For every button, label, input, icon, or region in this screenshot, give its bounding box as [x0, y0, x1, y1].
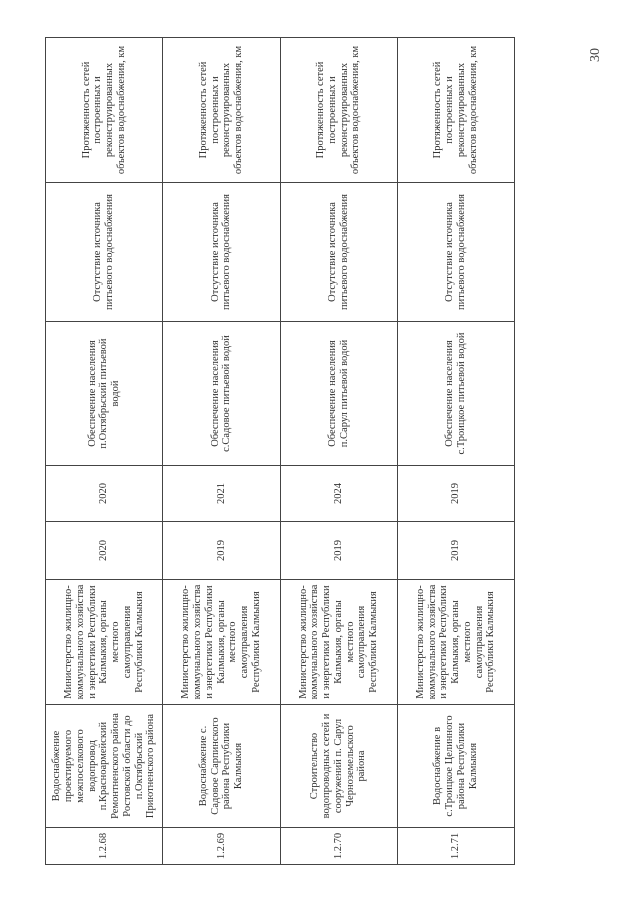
end-year: 2024: [280, 466, 397, 522]
project-reason: Отсутствие источника питьевого водоснабжения: [397, 183, 514, 322]
table-row: [46, 38, 163, 865]
project-goal: Обеспечение населения с.Садовое питьевой водой: [163, 322, 280, 466]
project-reason: Отсутствие источника питьевого водоснабжения: [280, 183, 397, 322]
responsible-executor: Министерство жилищно-коммунального хозяйства и энергетики Республики Калмыкия, органы местного самоуправления Республики Калмыкия: [397, 580, 514, 705]
end-year: 2021: [163, 466, 280, 522]
project-name: Строительство водопроводных сетей и сооружений п. Сарул Черноземельского района: [280, 705, 397, 828]
responsible-executor: Министерство жилищно-коммунального хозяйства и энергетики Республики Калмыкия, органы местного самоуправления Республики Калмыкия: [163, 580, 280, 705]
project-name: Водоснабжение с. Садовое Сарпинского района Республики Калмыкия: [163, 705, 280, 828]
project-reason: Отсутствие источника питьевого водоснабжения: [163, 183, 280, 322]
row-number: 1.2.69: [163, 828, 280, 865]
page-number: 30: [588, 48, 603, 62]
row-number: 1.2.68: [46, 828, 163, 865]
start-year: 2020: [46, 522, 163, 580]
target-indicator: Протяженность сетей построенных и реконструированных объектов водоснабжения, км: [280, 38, 397, 183]
start-year: 2019: [280, 522, 397, 580]
target-indicator: Протяженность сетей построенных и реконструированных объектов водоснабжения, км: [46, 38, 163, 183]
end-year: 2019: [397, 466, 514, 522]
target-indicator: Протяженность сетей построенных и реконструированных объектов водоснабжения, км: [163, 38, 280, 183]
water-supply-projects-table: [45, 37, 515, 865]
project-name: Водоснабжение проектируемого межпоселкового водопровод п.Красноармейский Ремонтненского района Ростовской области до п.Октябрьский Приютненского района: [46, 705, 163, 828]
end-year: 2020: [46, 466, 163, 522]
table-row: [280, 38, 397, 865]
target-indicator: Протяженность сетей построенных и реконструированных объектов водоснабжения, км: [397, 38, 514, 183]
project-goal: Обеспечение населения п.Октябрьский питьевой водой: [46, 322, 163, 466]
table-row: [397, 38, 514, 865]
project-name: Водоснабжение в с.Троицкое Целинного района Республики Калмыкия: [397, 705, 514, 828]
project-goal: Обеспечение населения п.Сарул питьевой водой: [280, 322, 397, 466]
responsible-executor: Министерство жилищно-коммунального хозяйства и энергетики Республики Калмыкия, органы местного самоуправления Республики Калмыкия: [280, 580, 397, 705]
row-number: 1.2.70: [280, 828, 397, 865]
table-row: [163, 38, 280, 865]
start-year: 2019: [397, 522, 514, 580]
start-year: 2019: [163, 522, 280, 580]
responsible-executor: Министерство жилищно-коммунального хозяйства и энергетики Республики Калмыкия, органы местного самоуправления Республики Калмыкия: [46, 580, 163, 705]
project-goal: Обеспечение населения с.Троицкое питьевой водой: [397, 322, 514, 466]
project-reason: Отсутствие источника питьевого водоснабжения: [46, 183, 163, 322]
row-number: 1.2.71: [397, 828, 514, 865]
